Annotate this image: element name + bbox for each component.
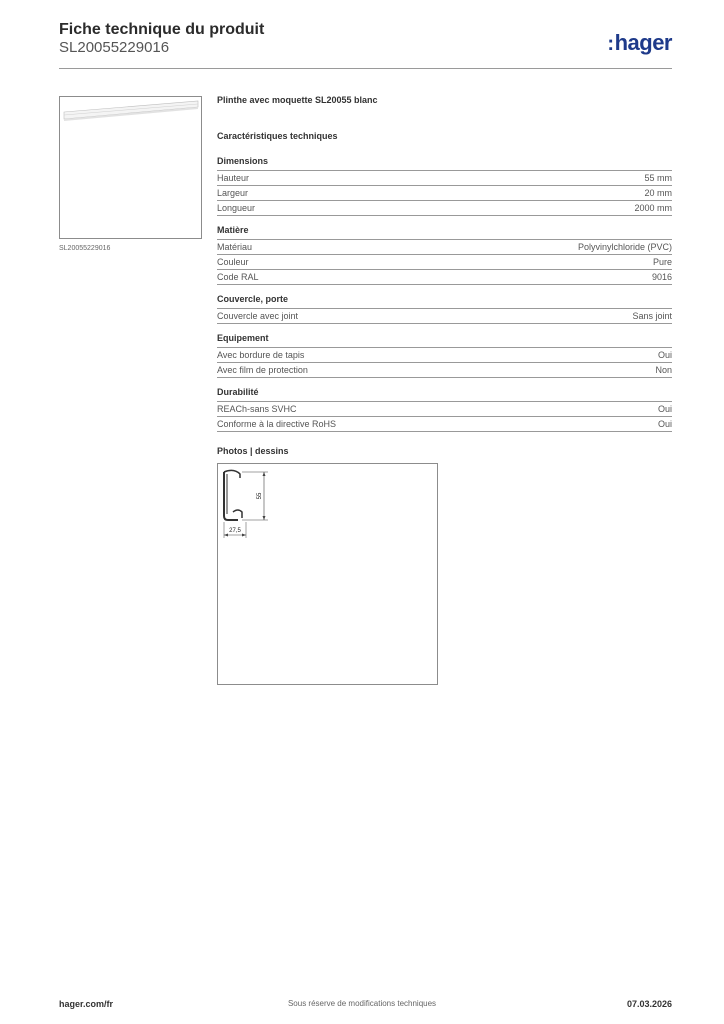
logo-text: hager xyxy=(614,30,672,55)
spec-label: Code RAL xyxy=(217,272,259,282)
product-reference: SL20055229016 xyxy=(59,39,170,56)
page-title: Fiche technique du produit xyxy=(59,21,265,38)
product-name: Plinthe avec moquette SL20055 blanc xyxy=(217,95,378,105)
spec-group xyxy=(217,294,672,324)
spec-value: Polyvinylchloride (PVC) xyxy=(577,242,672,252)
photos-title: Photos | dessins xyxy=(217,446,289,456)
spec-label: REACh-sans SVHC xyxy=(217,404,297,414)
spec-group-title: Dimensions xyxy=(217,156,672,171)
spec-value: 55 mm xyxy=(644,173,672,183)
spec-label: Largeur xyxy=(217,188,249,198)
spec-label: Conforme à la directive RoHS xyxy=(217,419,337,429)
spec-row xyxy=(217,201,672,216)
spec-value: 20 mm xyxy=(644,188,672,198)
spec-row xyxy=(217,363,672,378)
spec-row xyxy=(217,270,672,285)
spec-value: Pure xyxy=(652,257,672,267)
spec-groups xyxy=(217,156,672,432)
spec-group xyxy=(217,225,672,285)
hager-logo xyxy=(607,30,672,56)
logo-colon-icon: : xyxy=(607,33,614,55)
footer-disclaimer: Sous réserve de modifications techniques xyxy=(287,999,437,1008)
spec-group xyxy=(217,156,672,216)
spec-value: Non xyxy=(655,365,672,375)
spec-row xyxy=(217,309,672,324)
spec-row xyxy=(217,417,672,432)
spec-row xyxy=(217,186,672,201)
spec-group-title: Matière xyxy=(217,225,672,240)
height-dimension-label: 55 xyxy=(257,492,263,500)
spec-group xyxy=(217,387,672,432)
spec-content xyxy=(217,95,672,685)
spec-value: Oui xyxy=(657,404,672,414)
footer-date: 07.03.2026 xyxy=(626,999,672,1009)
spec-label: Longueur xyxy=(217,203,256,213)
spec-row xyxy=(217,240,672,255)
spec-group xyxy=(217,333,672,378)
width-dimension-label: 27,5 xyxy=(229,528,241,534)
spec-group-title: Durabilité xyxy=(217,387,672,402)
spec-value: Oui xyxy=(657,350,672,360)
spec-row xyxy=(217,255,672,270)
spec-value: Oui xyxy=(657,419,672,429)
spec-value: Sans joint xyxy=(632,311,672,321)
spec-group-title: Couvercle, porte xyxy=(217,294,672,309)
spec-label: Couvercle avec joint xyxy=(217,311,299,321)
skirting-board-image xyxy=(60,97,201,238)
spec-label: Couleur xyxy=(217,257,249,267)
spec-group-title: Equipement xyxy=(217,333,672,348)
spec-label: Avec bordure de tapis xyxy=(217,350,305,360)
header-divider xyxy=(59,68,672,69)
spec-label: Avec film de protection xyxy=(217,365,308,375)
spec-row xyxy=(217,348,672,363)
spec-label: Hauteur xyxy=(217,173,250,183)
spec-row xyxy=(217,402,672,417)
spec-value: 2000 mm xyxy=(634,203,672,213)
section-title: Caractéristiques techniques xyxy=(217,131,338,141)
technical-drawing xyxy=(217,463,438,685)
spec-row xyxy=(217,171,672,186)
spec-label: Matériau xyxy=(217,242,253,252)
footer-website[interactable]: hager.com/fr xyxy=(59,999,114,1009)
product-thumbnail xyxy=(59,96,202,239)
spec-value: 9016 xyxy=(651,272,672,282)
profile-drawing xyxy=(218,464,437,684)
thumbnail-caption: SL20055229016 xyxy=(59,245,111,252)
